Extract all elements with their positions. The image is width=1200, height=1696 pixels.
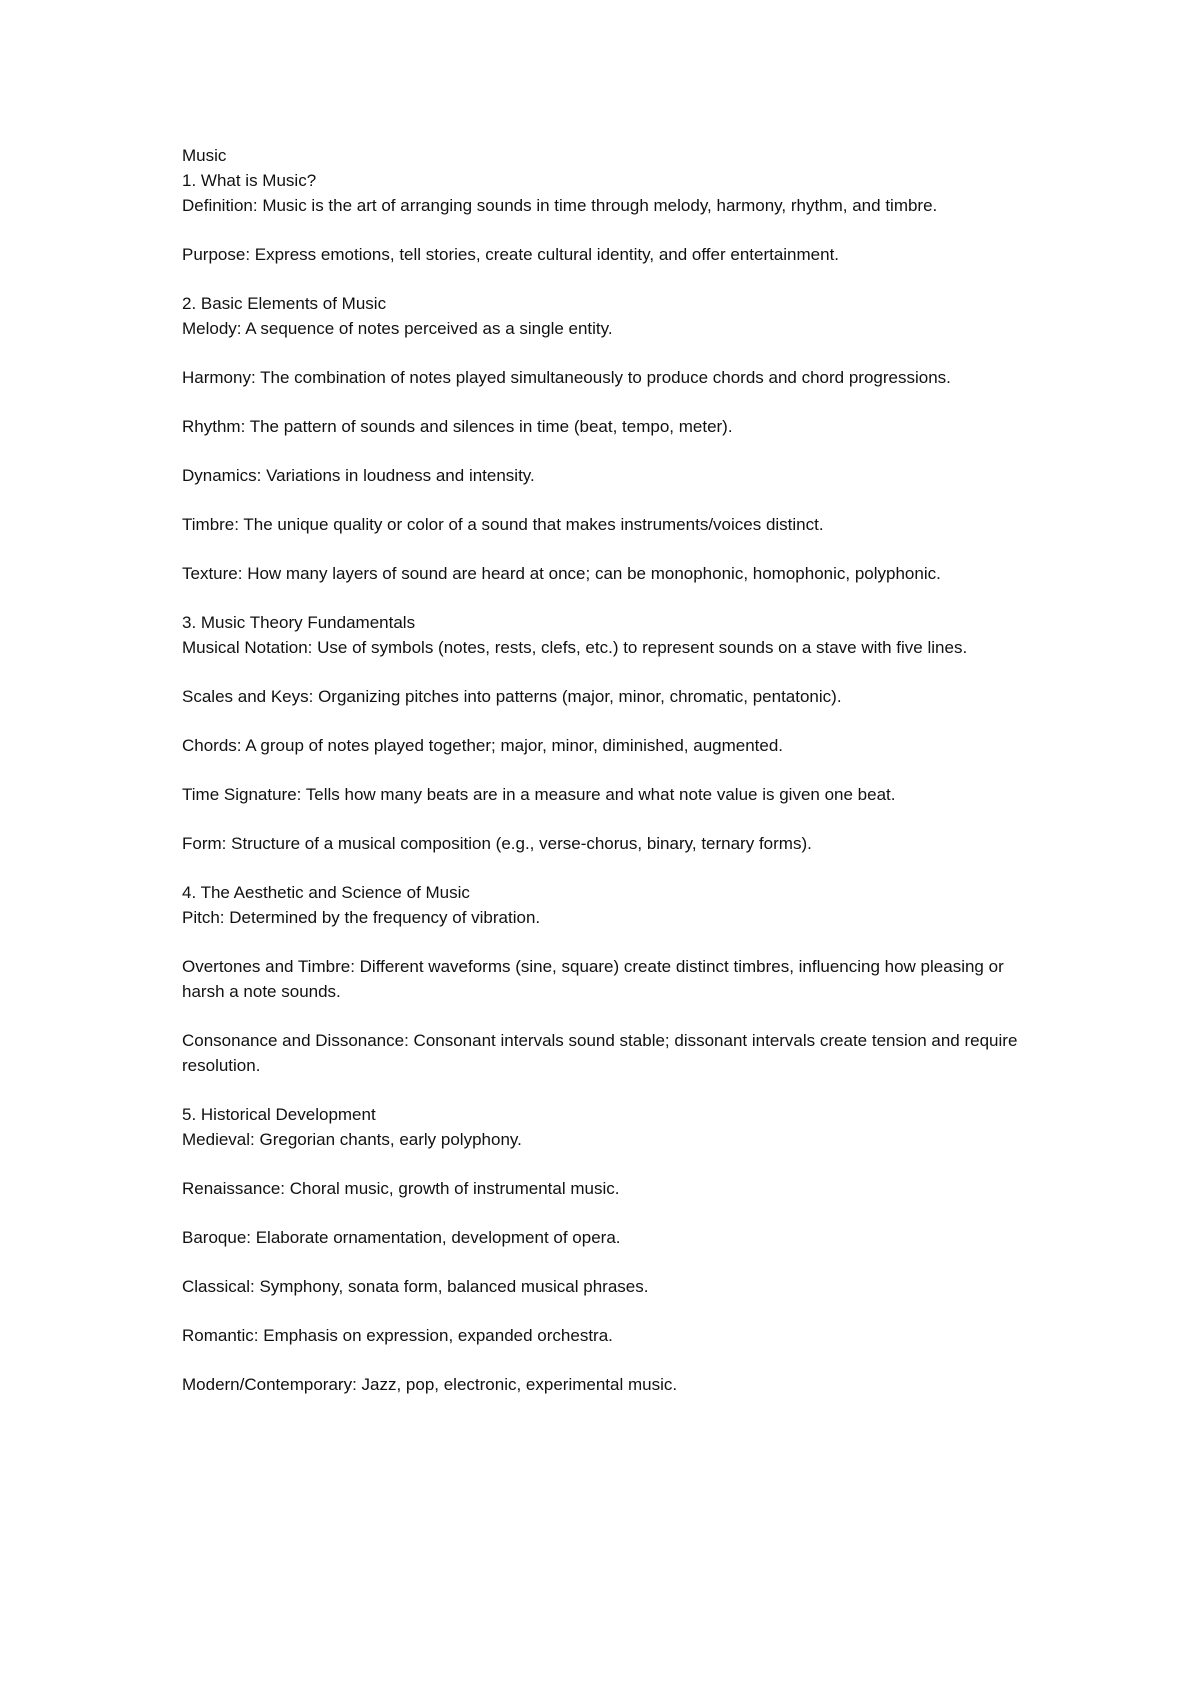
paragraph: Medieval: Gregorian chants, early polyphony. [182,1130,522,1149]
paragraph: Chords: A group of notes played together; major, minor, diminished, augmented. [182,736,784,755]
section-heading: 2. Basic Elements of Music [182,294,387,313]
section-heading: 3. Music Theory Fundamentals [182,613,416,632]
paragraph: Definition: Music is the art of arranging sounds in time through melody, harmony, rhythm, and timbre. [182,196,938,215]
paragraph: Renaissance: Choral music, growth of instrumental music. [182,1179,620,1198]
section-heading: 1. What is Music? [182,171,317,190]
paragraph: Purpose: Express emotions, tell stories, create cultural identity, and offer entertainment. [182,245,840,264]
section-heading: 4. The Aesthetic and Science of Music [182,883,470,902]
paragraph: Timbre: The unique quality or color of a sound that makes instruments/voices distinct. [182,515,824,534]
paragraph: Consonance and Dissonance: Consonant intervals sound stable; dissonant intervals create tension and require resolution. [182,1031,1018,1075]
document-body [182,143,1032,1397]
paragraph: Pitch: Determined by the frequency of vibration. [182,908,541,927]
paragraph: Texture: How many layers of sound are heard at once; can be monophonic, homophonic, polyphonic. [182,564,941,583]
paragraph: Dynamics: Variations in loudness and intensity. [182,466,535,485]
paragraph: Baroque: Elaborate ornamentation, development of opera. [182,1228,621,1247]
paragraph: Musical Notation: Use of symbols (notes, rests, clefs, etc.) to represent sounds on a stave with five lines. [182,638,968,657]
paragraph: Overtones and Timbre: Different waveforms (sine, square) create distinct timbres, influencing how pleasing or harsh a note sounds. [182,957,1004,1001]
paragraph: Melody: A sequence of notes perceived as a single entity. [182,319,613,338]
paragraph: Form: Structure of a musical composition (e.g., verse-chorus, binary, ternary forms). [182,834,812,853]
document-title: Music [182,146,227,165]
paragraph: Romantic: Emphasis on expression, expanded orchestra. [182,1326,613,1345]
paragraph: Modern/Contemporary: Jazz, pop, electronic, experimental music. [182,1375,678,1394]
section-heading: 5. Historical Development [182,1105,376,1124]
paragraph: Harmony: The combination of notes played simultaneously to produce chords and chord progressions. [182,368,951,387]
paragraph: Rhythm: The pattern of sounds and silences in time (beat, tempo, meter). [182,417,733,436]
paragraph: Classical: Symphony, sonata form, balanced musical phrases. [182,1277,649,1296]
paragraph: Scales and Keys: Organizing pitches into patterns (major, minor, chromatic, pentatonic). [182,687,842,706]
paragraph: Time Signature: Tells how many beats are in a measure and what note value is given one beat. [182,785,896,804]
